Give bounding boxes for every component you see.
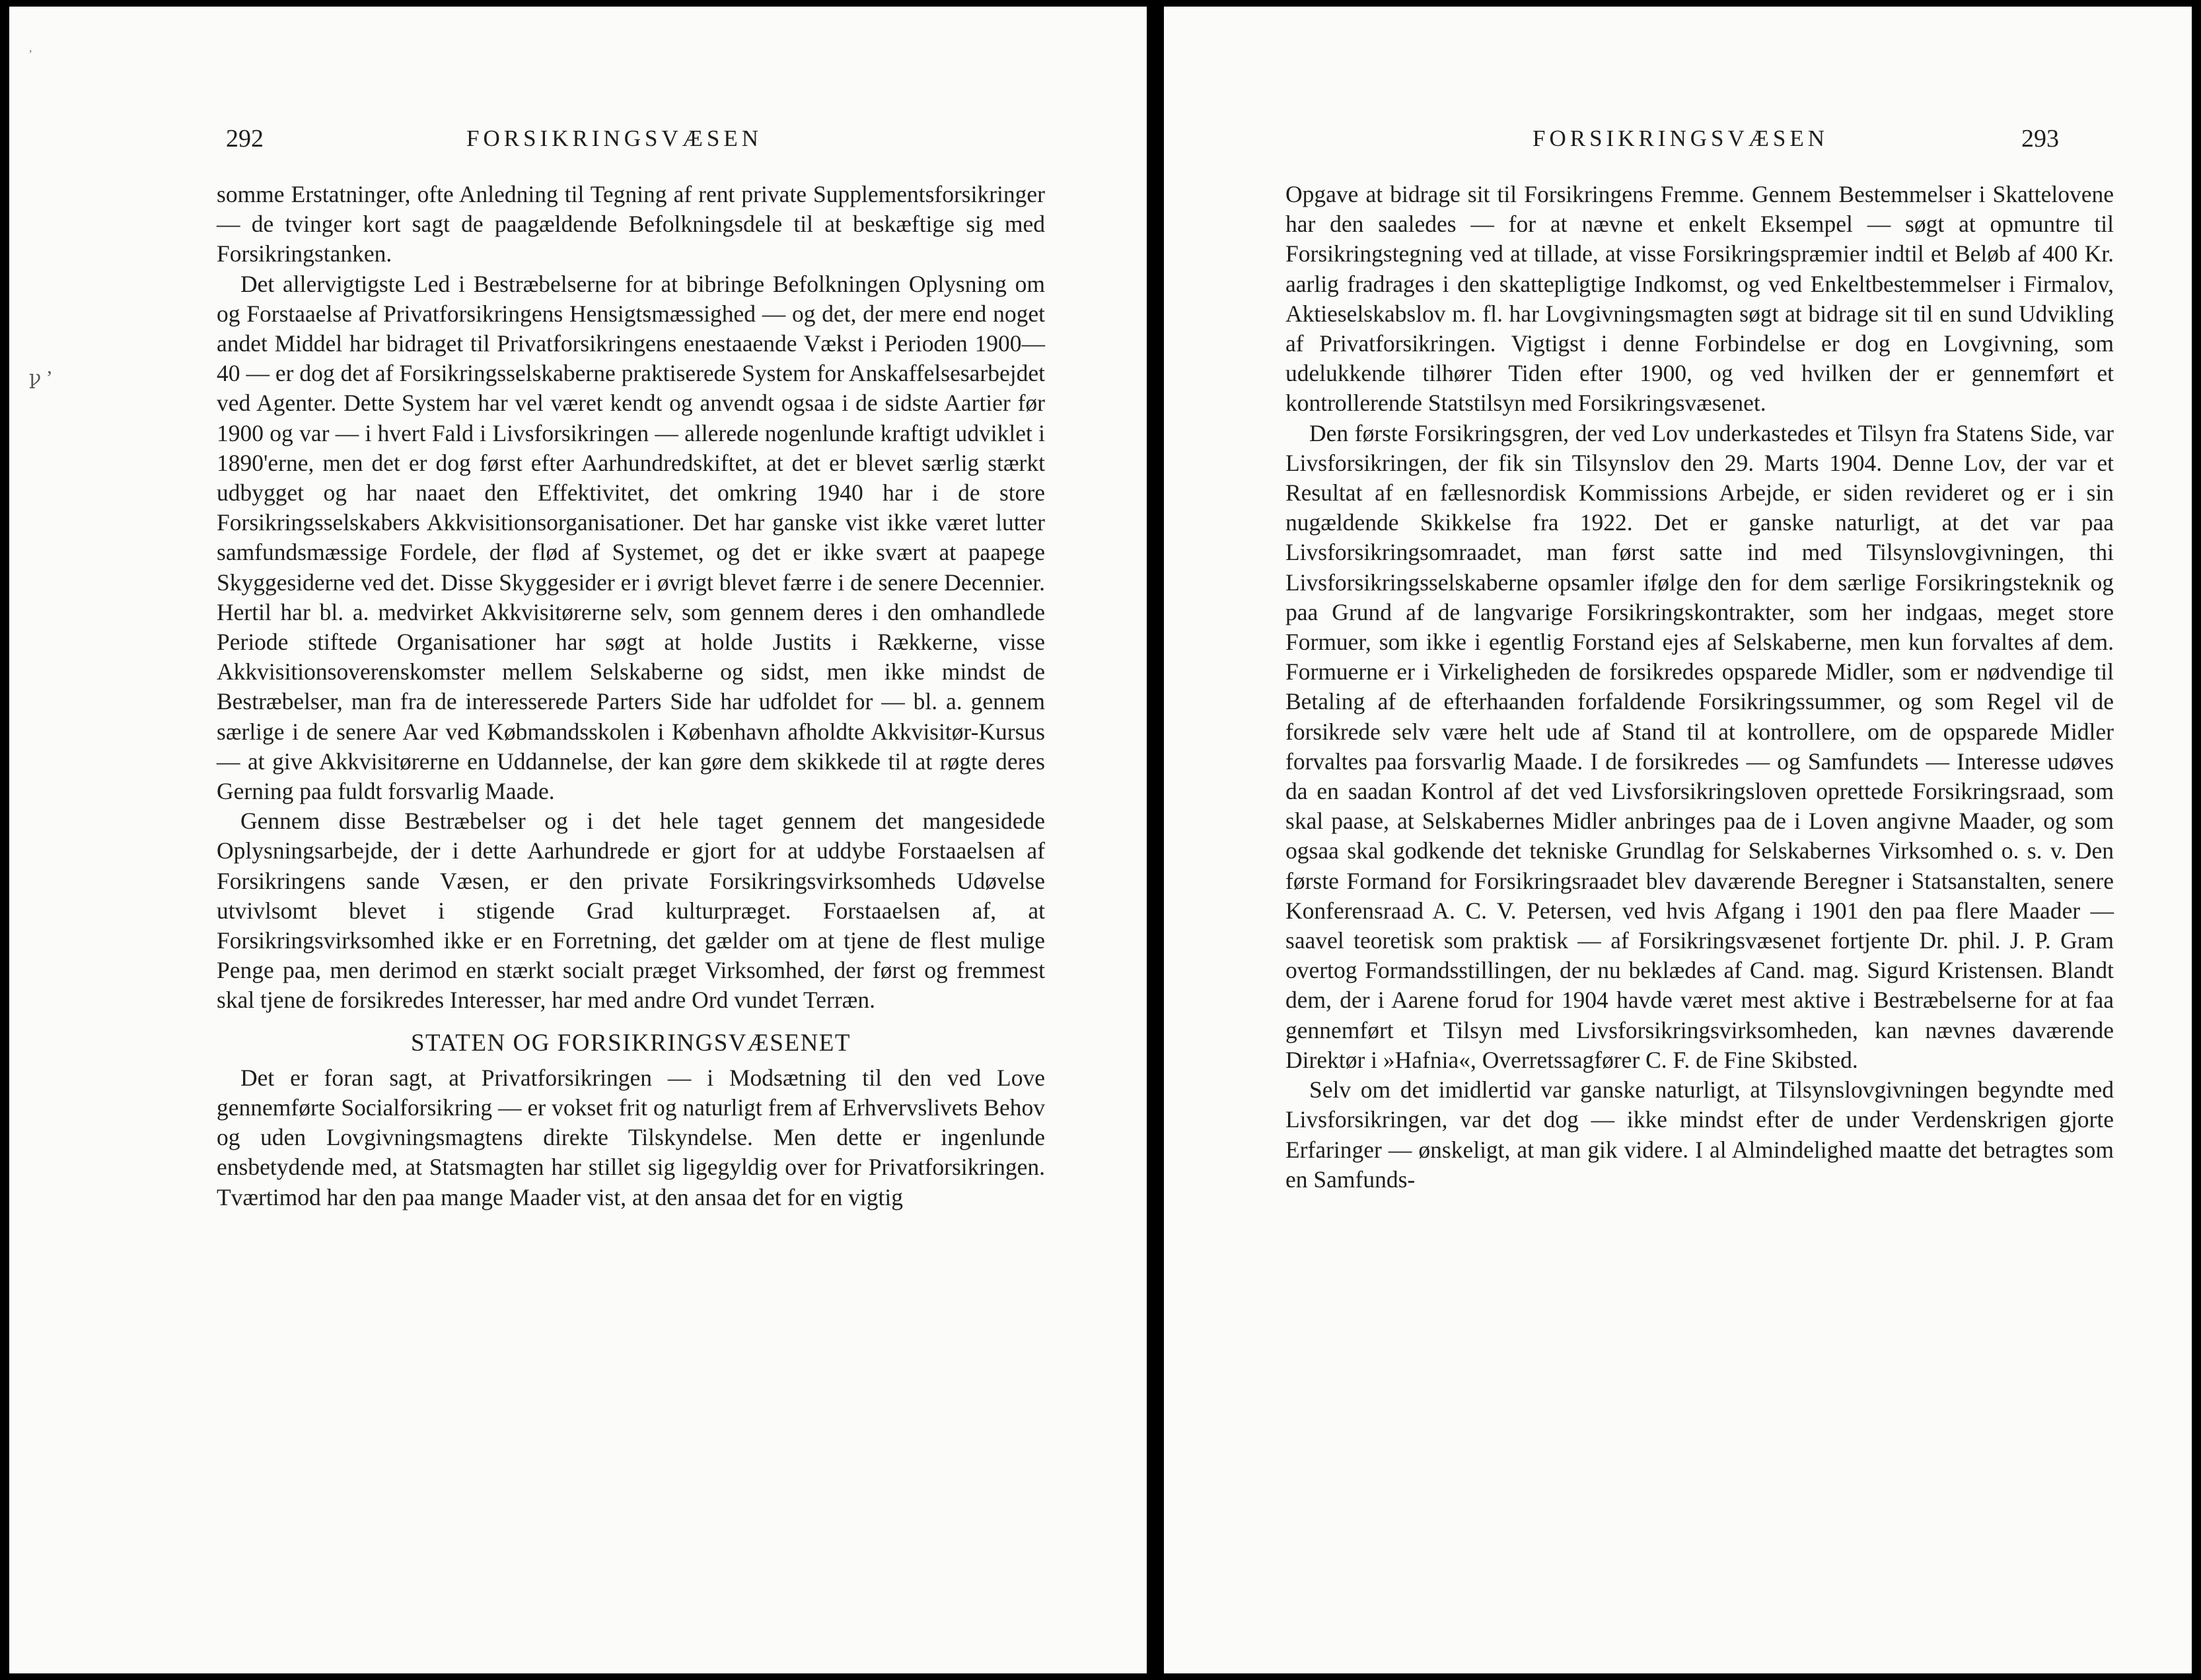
right-body-text — [1285, 180, 2114, 1195]
left-body-text — [217, 180, 1045, 1212]
right-paragraph-3: Selv om det imidlertid var ganske naturligt, at Tilsynslovgivningen begyndte med Livsforsikringen, var det dog — ikke mindst efter de under Verdenskrigen gjorte Erfaringer — ønskeligt, at man gik videre. I al Almindelighed maatte det betragtes som en Samfunds- — [1285, 1076, 2114, 1193]
right-page-number: 293 — [2021, 125, 2059, 153]
section-heading: STATEN OG FORSIKRINGSVÆSENET — [410, 1029, 851, 1057]
left-page — [9, 7, 1147, 1673]
left-page-number: 292 — [226, 125, 264, 153]
paper-speck: , — [29, 41, 32, 54]
left-paragraph-4: Det er foran sagt, at Privatforsikringen — i Modsætning til den ved Love gennemførte Socialforsikring — er vokset frit og naturligt frem af Erhvervslivets Behov og uden Lovgivningsmagtens direkte Tilskyndelse. Men dette er ingenlunde ensbetydende med, at Statsmagten har stillet sig ligegyldig over for Privatforsikringen. Tværtimod har den paa mange Maader vist, at den ansaa det for en vigtig — [217, 1064, 1045, 1210]
right-paragraph-2: Den første Forsikringsgren, der ved Lov underkastedes et Tilsyn fra Statens Side, var Livsforsikringen, der fik sin Tilsynslov den 29. Marts 1904. Denne Lov, der var et Resultat af en fællesnordisk Kommissions Arbejde, er siden revideret og er i sin nugældende Skikkelse fra 1922. Det er ganske naturligt, at det var paa Livsforsikringsomraadet, man først satte ind med Tilsynslovgivningen, thi Livsforsikringsselskaberne opsamler ifølge den for dem særlige Forsikringsteknik og paa Grund af de langvarige Forsikringskontrakter, som her indgaas, meget store Formuer, som ikke i egentlig Forstand ejes af Selskaberne, men kun forvaltes af dem. Formuerne er i Virkeligheden de forsikredes opsparede Midler, som er nødvendige til Betaling af de efterhaanden forfaldende Forsikringssummer, og som Regel vil de forsikrede selv være helt ude af Stand til at kontrollere, om de opsparede Midler forvaltes paa forsvarlig Maade. I de forsikredes — og Samfundets — Interesse udøves da en saadan Kontrol af det ved Livsforsikringsloven oprettede Forsikringsraad, som skal paase, at Selskabernes Midler anbringes paa de i Loven angivne Maader, og som ogsaa skal godkende det tekniske Grundlag for Selskabernes Virksomhed o. s. v. Den første Formand for Forsikringsraadet blev daværende Beregner i Statsanstalten, senere Konferensraad A. C. V. Petersen, ved hvis Afgang i 1901 den paa flere Maader — saavel teoretisk som praktisk — af Forsikringsvæsenet fortjente Dr. phil. J. P. Gram overtog Formandsstillingen, der nu beklædes af Cand. mag. Sigurd Kristensen. Blandt dem, der i Aarene forud for 1904 havde været mest aktive i Bestræbelserne for at faa gennemført et Tilsyn med Livsforsikringsvirksomheden, kan nævnes daværende Direktør i »Hafnia«, Overretssagfører C. F. de Fine Skibsted. — [1285, 419, 2114, 1073]
left-running-head: FORSIKRINGSVÆSEN — [466, 125, 763, 151]
left-paragraph-3: Gennem disse Bestræbelser og i det hele taget gennem det mangesidede Oplysningsarbejde, der i dette Aarhundrede er gjort for at uddybe Forstaaelsen af Forsikringens sande Væsen, er den private Forsikringsvirksomheds Udøvelse utvivlsomt blevet i stigende Grad kulturpræget. Forstaaelsen af, at Forsikringsvirksomhed ikke er en Forretning, det gælder om at tjene de flest mulige Penge paa, men derimod en stærkt socialt præget Virksomhed, der først og fremmest skal tjene de forsikredes Interesser, har med andre Ord vundet Terræn. — [217, 808, 1045, 1014]
left-paragraph-2: Det allervigtigste Led i Bestræbelserne for at bibringe Befolkningen Oplysning om og Forstaaelse af Privatforsikringens Hensigtsmæssighed — og det, der mere end noget andet Middel har bidraget til Privatforsikringens enestaaende Vækst i Perioden 1900—40 — er dog det af Forsikringsselskaberne praktiserede System for Anskaffelsesarbejdet ved Agenter. Dette System har vel været kendt og anvendt ogsaa i de sidste Aartier før 1900 og var — i hvert Fald i Livsforsikringen — allerede nogenlunde kraftigt udviklet i 1890'erne, men det er dog først efter Aarhundredskiftet, at det er blevet særlig stærkt udbygget og har naaet den Effektivitet, det omkring 1940 har i de store Forsikringsselskabers Akkvisitionsorganisationer. Det har ganske vist ikke været lutter samfundsmæssige Fordele, der flød af Systemet, og det er ikke svært at paapege Skyggesiderne ved det. Disse Skyggesider er i øvrigt blevet færre i de senere Decennier. Hertil har bl. a. medvirket Akkvisitørerne selv, som gennem deres i den omhandlede Periode stiftede Organisationer har søgt at holde Justits i Rækkerne, visse Akkvisitionsoverenskomster mellem Selskaberne og sidst, men ikke mindst de Bestræbelser, man fra de interesserede Parters Side har udfoldet for — bl. a. gennem særlige i de senere Aar ved Købmandsskolen i København afholdte Akkvisitør-Kursus — at give Akkvisitørerne en Uddannelse, der kan gøre dem skikkede til at røgte deres Gerning paa fuldt forsvarlig Maade. — [217, 270, 1045, 805]
right-page — [1164, 7, 2192, 1673]
right-running-head: FORSIKRINGSVÆSEN — [1533, 125, 1829, 151]
left-paragraph-1: somme Erstatninger, ofte Anledning til Tegning af rent private Supplementsforsikringer — de tvinger kort sagt de paagældende Befolkningsdele til at beskæftige sig med Forsikringstanken. — [217, 181, 1045, 267]
paper-blemish: ꝩ ʼ — [29, 367, 53, 389]
right-paragraph-1: Opgave at bidrage sit til Forsikringens Fremme. Gennem Bestemmelser i Skattelovene har den saaledes — for at nævne et enkelt Eksempel — søgt at opmuntre til Forsikringstegning ved at tillade, at visse Forsikringspræmier indtil et Beløb af 400 Kr. aarlig fradrages i den skattepligtige Indkomst, og ved Enkeltbestemmelser i Firmalov, Aktieselskabslov m. fl. har Lovgivningsmagten søgt at bidrage sit til en sund Udvikling af Privatforsikringen. Vigtigst i denne Forbindelse er dog en Lovgivning, som udelukkende tilhører Tiden efter 1900, og ved hvilken der er gennemført et kontrollerende Statstilsyn med Forsikringsvæsenet. — [1285, 181, 2114, 417]
